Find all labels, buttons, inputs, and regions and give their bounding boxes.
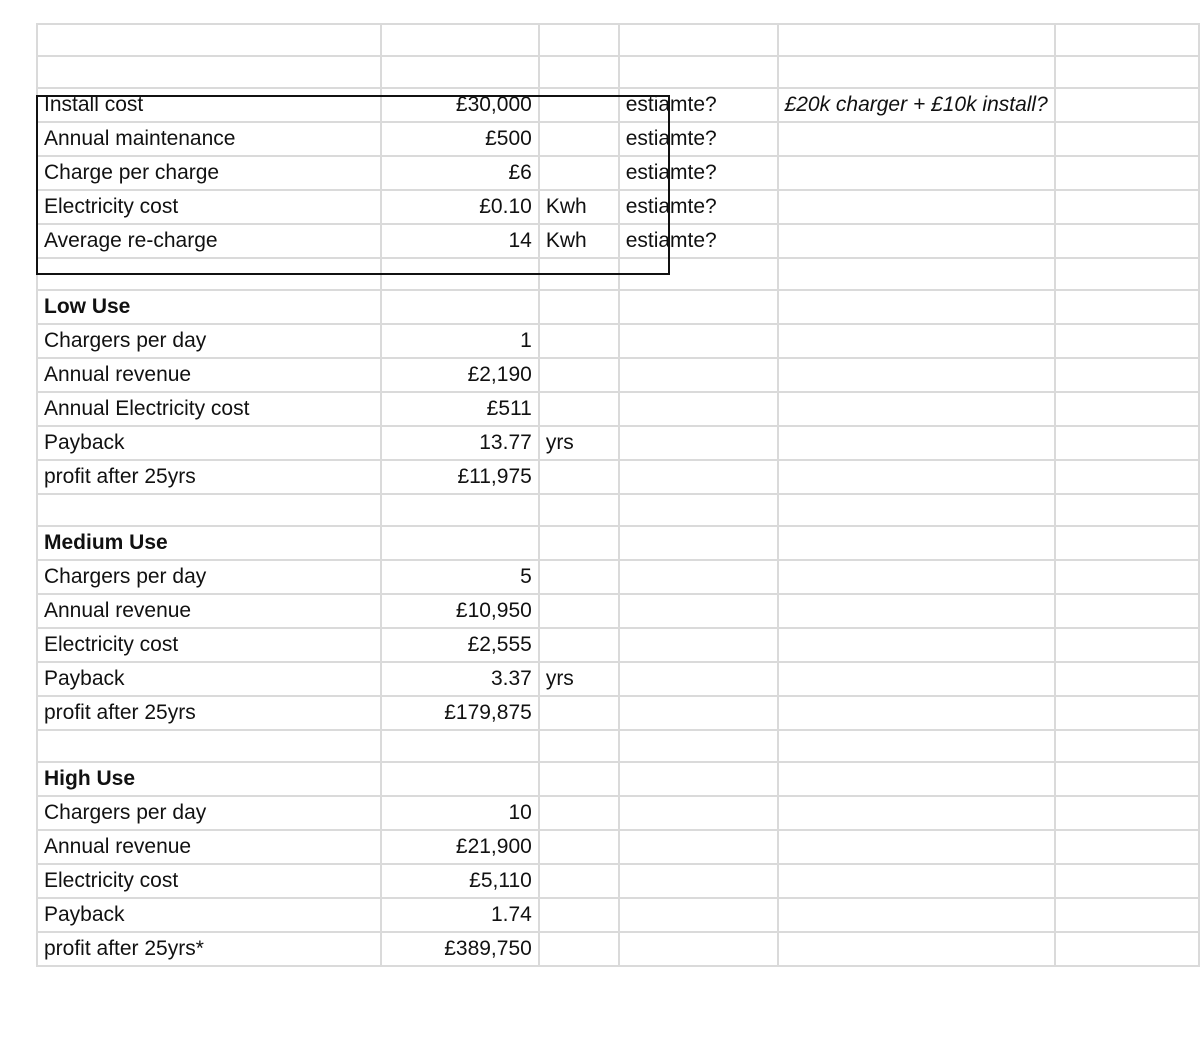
cell-extra[interactable] <box>1055 662 1199 696</box>
cell-extra[interactable] <box>1055 122 1199 156</box>
cell-label[interactable] <box>37 56 381 88</box>
cell-comment[interactable] <box>778 190 1055 224</box>
cell-comment[interactable] <box>778 560 1055 594</box>
cell-note[interactable]: estiamte? <box>619 156 778 190</box>
cell-value[interactable] <box>381 762 539 796</box>
cell-extra[interactable] <box>1055 290 1199 324</box>
cell-comment[interactable] <box>778 324 1055 358</box>
cell-unit[interactable] <box>539 392 619 426</box>
sheet-row <box>37 932 1199 966</box>
sheet-row <box>37 56 1199 88</box>
cell-label[interactable]: Medium Use <box>37 526 381 560</box>
cell-value[interactable]: £2,190 <box>381 358 539 392</box>
cell-unit[interactable] <box>539 258 619 290</box>
cell-note[interactable] <box>619 24 778 56</box>
cell-label[interactable]: Payback <box>37 662 381 696</box>
cell-unit[interactable] <box>539 494 619 526</box>
cell-value[interactable]: £10,950 <box>381 594 539 628</box>
cell-label[interactable]: Payback <box>37 898 381 932</box>
cell-label[interactable]: Chargers per day <box>37 324 381 358</box>
cell-note[interactable] <box>619 932 778 966</box>
cell-label[interactable]: High Use <box>37 762 381 796</box>
cell-note[interactable]: estiamte? <box>619 122 778 156</box>
cell-note[interactable] <box>619 730 778 762</box>
cell-extra[interactable] <box>1055 460 1199 494</box>
cell-label[interactable]: Chargers per day <box>37 560 381 594</box>
cell-label[interactable]: Average re-charge <box>37 224 381 258</box>
cell-note[interactable] <box>619 258 778 290</box>
cell-note[interactable]: estiamte? <box>619 224 778 258</box>
cell-extra[interactable] <box>1055 864 1199 898</box>
cell-unit[interactable] <box>539 696 619 730</box>
sheet-row <box>37 864 1199 898</box>
cell-unit[interactable] <box>539 762 619 796</box>
cell-label[interactable]: profit after 25yrs <box>37 460 381 494</box>
cell-value[interactable]: £0.10 <box>381 190 539 224</box>
cell-extra[interactable] <box>1055 56 1199 88</box>
sheet-row <box>37 628 1199 662</box>
cell-unit[interactable] <box>539 730 619 762</box>
cell-extra[interactable] <box>1055 358 1199 392</box>
cell-unit[interactable]: Kwh <box>539 190 619 224</box>
cell-value[interactable] <box>381 56 539 88</box>
cell-comment[interactable] <box>778 224 1055 258</box>
cell-value[interactable] <box>381 494 539 526</box>
cell-comment[interactable] <box>778 796 1055 830</box>
cell-label[interactable]: Payback <box>37 426 381 460</box>
cell-value[interactable]: 10 <box>381 796 539 830</box>
cell-note[interactable] <box>619 864 778 898</box>
cell-extra[interactable] <box>1055 830 1199 864</box>
cell-comment[interactable] <box>778 426 1055 460</box>
cell-note[interactable] <box>619 628 778 662</box>
cell-label[interactable] <box>37 24 381 56</box>
cell-value[interactable]: 14 <box>381 224 539 258</box>
cell-unit[interactable] <box>539 628 619 662</box>
sheet-row <box>37 156 1199 190</box>
cell-note[interactable] <box>619 392 778 426</box>
cell-label[interactable]: Electricity cost <box>37 190 381 224</box>
cell-extra[interactable] <box>1055 762 1199 796</box>
cell-unit[interactable] <box>539 830 619 864</box>
sheet-row <box>37 796 1199 830</box>
cell-comment[interactable] <box>778 696 1055 730</box>
cell-comment[interactable] <box>778 830 1055 864</box>
cell-unit[interactable] <box>539 594 619 628</box>
sheet-row <box>37 830 1199 864</box>
cell-extra[interactable] <box>1055 258 1199 290</box>
cell-unit[interactable] <box>539 122 619 156</box>
cell-label[interactable]: Electricity cost <box>37 628 381 662</box>
cell-value[interactable] <box>381 290 539 324</box>
cell-unit[interactable]: yrs <box>539 426 619 460</box>
cell-extra[interactable] <box>1055 494 1199 526</box>
sheet-row <box>37 392 1199 426</box>
cell-unit[interactable]: Kwh <box>539 224 619 258</box>
cell-comment[interactable] <box>778 290 1055 324</box>
cell-value[interactable]: £6 <box>381 156 539 190</box>
cell-extra[interactable] <box>1055 224 1199 258</box>
cell-unit[interactable] <box>539 460 619 494</box>
cell-label[interactable] <box>37 730 381 762</box>
cell-unit[interactable] <box>539 88 619 122</box>
cell-unit[interactable] <box>539 898 619 932</box>
cell-unit[interactable] <box>539 526 619 560</box>
cell-value[interactable]: 1.74 <box>381 898 539 932</box>
cell-comment[interactable] <box>778 122 1055 156</box>
cell-value[interactable]: £11,975 <box>381 460 539 494</box>
sheet-row <box>37 88 1199 122</box>
cell-label[interactable]: Annual revenue <box>37 358 381 392</box>
cell-label[interactable]: Chargers per day <box>37 796 381 830</box>
cell-value[interactable] <box>381 24 539 56</box>
cell-extra[interactable] <box>1055 324 1199 358</box>
cell-comment[interactable] <box>778 494 1055 526</box>
cell-comment[interactable] <box>778 864 1055 898</box>
sheet-row <box>37 560 1199 594</box>
cell-note[interactable] <box>619 594 778 628</box>
cell-value[interactable]: 3.37 <box>381 662 539 696</box>
sheet-row <box>37 730 1199 762</box>
sheet-row <box>37 762 1199 796</box>
sheet-row <box>37 224 1199 258</box>
cell-note[interactable] <box>619 796 778 830</box>
cell-unit[interactable] <box>539 324 619 358</box>
cell-comment[interactable] <box>778 762 1055 796</box>
cell-comment[interactable]: £20k charger + £10k install? <box>778 88 1055 122</box>
cell-value[interactable] <box>381 730 539 762</box>
cell-comment[interactable] <box>778 628 1055 662</box>
cell-value[interactable]: £21,900 <box>381 830 539 864</box>
cell-value[interactable]: 5 <box>381 560 539 594</box>
cell-note[interactable] <box>619 358 778 392</box>
cell-extra[interactable] <box>1055 560 1199 594</box>
cell-extra[interactable] <box>1055 88 1199 122</box>
cell-note[interactable] <box>619 460 778 494</box>
cell-label[interactable]: profit after 25yrs <box>37 696 381 730</box>
cell-extra[interactable] <box>1055 526 1199 560</box>
cell-extra[interactable] <box>1055 730 1199 762</box>
cell-note[interactable] <box>619 762 778 796</box>
cell-comment[interactable] <box>778 594 1055 628</box>
cell-extra[interactable] <box>1055 594 1199 628</box>
cell-comment[interactable] <box>778 932 1055 966</box>
cell-note[interactable] <box>619 662 778 696</box>
cell-label[interactable]: Annual revenue <box>37 594 381 628</box>
cell-extra[interactable] <box>1055 24 1199 56</box>
cell-unit[interactable] <box>539 290 619 324</box>
cell-label[interactable]: profit after 25yrs* <box>37 932 381 966</box>
cell-value[interactable] <box>381 258 539 290</box>
cell-extra[interactable] <box>1055 156 1199 190</box>
cell-unit[interactable] <box>539 56 619 88</box>
cell-value[interactable] <box>381 526 539 560</box>
cell-label[interactable] <box>37 494 381 526</box>
cell-note[interactable] <box>619 526 778 560</box>
cell-comment[interactable] <box>778 24 1055 56</box>
cell-value[interactable]: £500 <box>381 122 539 156</box>
cell-unit[interactable]: yrs <box>539 662 619 696</box>
cell-comment[interactable] <box>778 730 1055 762</box>
cell-extra[interactable] <box>1055 190 1199 224</box>
cell-label[interactable]: Charge per charge <box>37 156 381 190</box>
spreadsheet-grid <box>36 23 1200 967</box>
cell-unit[interactable] <box>539 24 619 56</box>
cell-extra[interactable] <box>1055 796 1199 830</box>
sheet-row <box>37 662 1199 696</box>
cell-comment[interactable] <box>778 392 1055 426</box>
sheet-row <box>37 358 1199 392</box>
cell-note[interactable] <box>619 560 778 594</box>
cell-note[interactable] <box>619 696 778 730</box>
cell-extra[interactable] <box>1055 628 1199 662</box>
cell-note[interactable] <box>619 290 778 324</box>
cell-label[interactable]: Install cost <box>37 88 381 122</box>
cell-unit[interactable] <box>539 864 619 898</box>
cell-value[interactable]: £179,875 <box>381 696 539 730</box>
sheet-row <box>37 526 1199 560</box>
cell-value[interactable]: £511 <box>381 392 539 426</box>
cell-note[interactable] <box>619 494 778 526</box>
cell-note[interactable] <box>619 898 778 932</box>
cell-comment[interactable] <box>778 898 1055 932</box>
sheet-row <box>37 460 1199 494</box>
cell-value[interactable]: £2,555 <box>381 628 539 662</box>
sheet-row <box>37 24 1199 56</box>
cell-note[interactable] <box>619 830 778 864</box>
cell-label[interactable]: Electricity cost <box>37 864 381 898</box>
cell-label[interactable]: Annual Electricity cost <box>37 392 381 426</box>
sheet-row <box>37 426 1199 460</box>
cell-value[interactable]: 1 <box>381 324 539 358</box>
sheet-row <box>37 324 1199 358</box>
cell-label[interactable]: Annual maintenance <box>37 122 381 156</box>
cell-value[interactable]: 13.77 <box>381 426 539 460</box>
sheet-row <box>37 258 1199 290</box>
cell-label[interactable] <box>37 258 381 290</box>
sheet-row <box>37 494 1199 526</box>
cell-comment[interactable] <box>778 526 1055 560</box>
cell-value[interactable]: £389,750 <box>381 932 539 966</box>
cell-note[interactable] <box>619 426 778 460</box>
cell-label[interactable]: Low Use <box>37 290 381 324</box>
cell-extra[interactable] <box>1055 898 1199 932</box>
sheet-row <box>37 898 1199 932</box>
cell-comment[interactable] <box>778 662 1055 696</box>
cell-unit[interactable] <box>539 932 619 966</box>
sheet-row <box>37 696 1199 730</box>
cell-unit[interactable] <box>539 796 619 830</box>
cell-note[interactable] <box>619 324 778 358</box>
sheet-row <box>37 122 1199 156</box>
cell-extra[interactable] <box>1055 392 1199 426</box>
cell-unit[interactable] <box>539 156 619 190</box>
cell-note[interactable]: estiamte? <box>619 190 778 224</box>
cell-value[interactable]: £30,000 <box>381 88 539 122</box>
cell-note[interactable]: estiamte? <box>619 88 778 122</box>
sheet-row <box>37 190 1199 224</box>
cell-comment[interactable] <box>778 156 1055 190</box>
sheet-row <box>37 594 1199 628</box>
cell-unit[interactable] <box>539 560 619 594</box>
cell-extra[interactable] <box>1055 696 1199 730</box>
cell-value[interactable]: £5,110 <box>381 864 539 898</box>
cell-note[interactable] <box>619 56 778 88</box>
cell-extra[interactable] <box>1055 932 1199 966</box>
cell-comment[interactable] <box>778 56 1055 88</box>
sheet-row <box>37 290 1199 324</box>
cell-extra[interactable] <box>1055 426 1199 460</box>
cell-comment[interactable] <box>778 358 1055 392</box>
cell-label[interactable]: Annual revenue <box>37 830 381 864</box>
cell-comment[interactable] <box>778 258 1055 290</box>
cell-comment[interactable] <box>778 460 1055 494</box>
cell-unit[interactable] <box>539 358 619 392</box>
